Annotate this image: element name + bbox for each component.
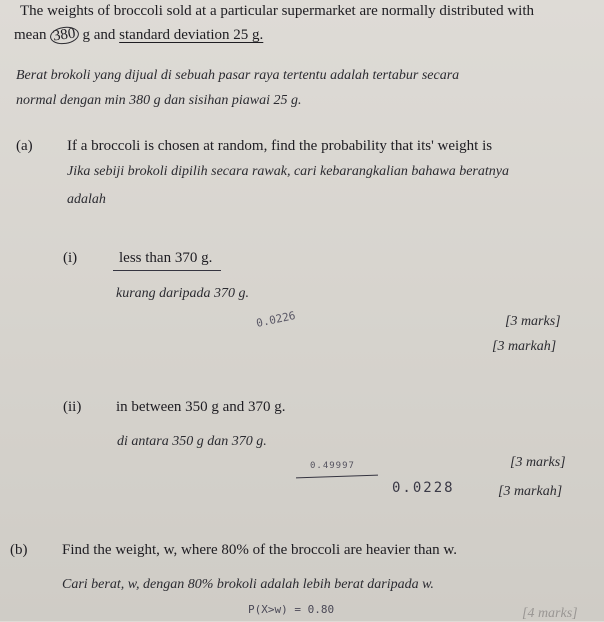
part-a-ii-question-english: in between 350 g and 370 g.: [116, 399, 286, 415]
part-b-label: (b): [10, 542, 28, 558]
handwritten-working-a-ii: 0.49997: [310, 461, 355, 471]
stem-malay-line2: normal dengan min 380 g dan sisihan piawai 25 g.: [16, 93, 302, 108]
stem-english-and: g and: [82, 27, 116, 43]
part-b-marks-english: [4 marks]: [522, 606, 578, 621]
part-a-ii-label: (ii): [63, 399, 82, 415]
part-a-label: (a): [16, 138, 33, 154]
working-underline: [296, 475, 378, 479]
handwritten-working-b: P(X>w) = 0.80: [248, 603, 335, 616]
stem-malay-line1: Berat brokoli yang dijual di sebuah pasar raya tertentu adalah tertabur secara: [16, 68, 460, 83]
part-a-question-english: If a broccoli is chosen at random, find the probability that its' weight is: [67, 138, 493, 154]
handwritten-answer-a-ii: 0.0228: [392, 480, 455, 496]
stem-english-line2: [14, 27, 263, 44]
part-b-question-malay: Cari berat, w, dengan 80% brokoli adalah lebih berat daripada w.: [62, 577, 434, 592]
underline-mark: [113, 270, 221, 271]
part-a-i-question-english: less than 370 g.: [119, 250, 213, 266]
mean-value-circled: 380: [49, 25, 80, 46]
part-a-i-marks-english: [3 marks]: [505, 314, 561, 329]
part-a-i-question-malay: kurang daripada 370 g.: [116, 286, 249, 301]
part-a-ii-question-malay: di antara 350 g dan 370 g.: [117, 434, 267, 449]
stem-english-text: The weights of broccoli sold at a particular supermarket are normally distributed with: [20, 3, 535, 19]
part-a-ii-marks-malay: [3 markah]: [498, 484, 563, 499]
part-a-question-malay-line1: Jika sebiji brokoli dipilih secara rawak, cari kebarangkalian bahawa beratnya: [67, 164, 509, 179]
part-a-i-marks-malay: [3 markah]: [492, 339, 557, 354]
part-a-ii-marks-english: [3 marks]: [510, 455, 566, 470]
standard-deviation-text: standard deviation 25 g.: [119, 27, 264, 43]
part-b-question-english: Find the weight, w, where 80% of the broccoli are heavier than w.: [62, 542, 458, 558]
stem-english-line1: [20, 3, 534, 20]
part-a-i-label: (i): [63, 250, 78, 266]
part-a-question-malay-line2: adalah: [67, 192, 106, 207]
handwritten-answer-a-i: 0.0226: [255, 309, 297, 330]
mean-word: mean: [14, 27, 47, 43]
